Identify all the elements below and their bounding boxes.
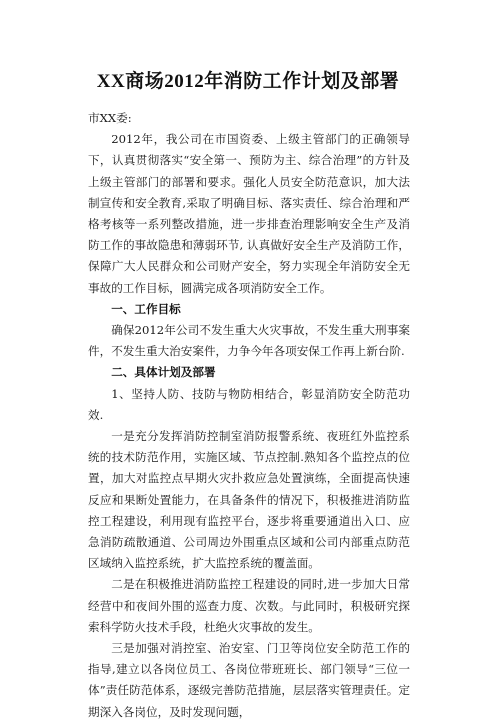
intro-paragraph: 2012年，我公司在市国资委、上级主管部门的正确领导下，认真贯彻落实“安全第一、预防为主、综合治理”的方针及上级主管部门的部署和要求。强化人员安全防范意识，加大法制宣传和安全教育,采取了明确目标、落实责任、综合治理和严格考核等一系列整改措施，进一步排查治理影响安全生产及消防工作的事故隐患和薄弱环节, 认真做好安全生产及消防工作，保障广大人民群众和公司财产安全，努力实现全年消防安全无事故的工作目标，圆满完成各项消防安全工作。: [88, 132, 410, 295]
plan-paragraph-2: 二是在积极推进消防监控工程建设的同时,进一步加大日常经营中和夜间外围的巡查力度、次数。与此同时，积极研究探索科学防火技术手段，杜绝火灾事故的发生。: [88, 577, 410, 634]
plan-item-1: 1、坚持人防、技防与物防相结合，彰显消防安全防范功效.: [88, 386, 410, 422]
goals-paragraph: 确保2012年公司不发生重大火灾事故，不发生重大刑事案件，不发生重大治安案件，力争今年各项安保工作再上新台阶.: [88, 323, 410, 359]
document-body: [88, 108, 410, 723]
salutation: 市XX委:: [88, 111, 132, 125]
section-heading-goals: 一、工作目标: [111, 301, 181, 316]
plan-paragraph-3: 三是加强对消控室、治安室、门卫等岗位安全防范工作的指导,建立以各岗位员工、各岗位带班班长、部门领导“三位一体”责任防范体系，逐级完善防范措施，层层落实管理责任。定期深入各岗位，及时发现问题，: [88, 641, 410, 719]
page-title: XX商场2012年消防工作计划及部署: [96, 71, 400, 92]
plan-paragraph-1: 一是充分发挥消防控制室消防报警系统、夜班红外监控系统的技术防范作用，实施区域、节点控制.熟知各个监控点的位置，加大对监控点早期火灾扑救应急处置演练，全面提高快速反应和果断处置能力，在具备条件的情况下，积极推进消防监控工程建设，利用现有监控平台，逐步将重要通道出入口、应急消防疏散通道、公司周边外围重点区域和公司内部重点防范区域纳入监控系统，扩大监控系统的覆盖面。: [88, 429, 410, 571]
section-heading-plan: 二、具体计划及部署: [111, 365, 216, 380]
